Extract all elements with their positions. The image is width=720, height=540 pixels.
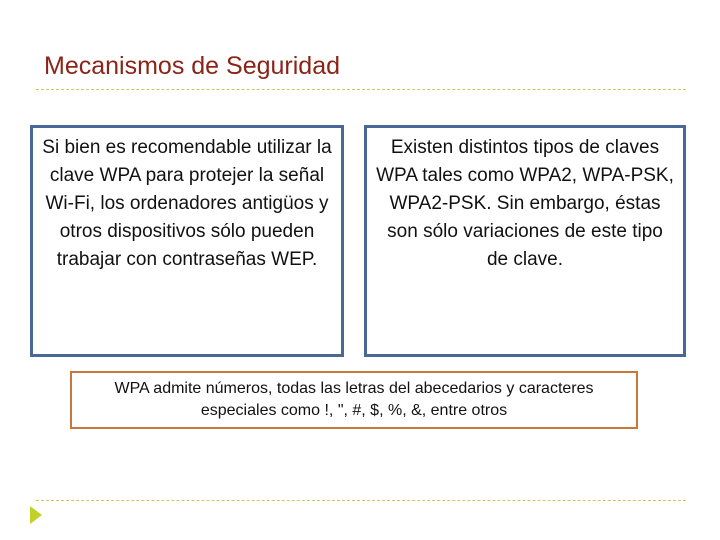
slide-title: Mecanismos de Seguridad — [44, 52, 340, 80]
title-divider — [36, 89, 686, 90]
text-box-wep-text: Si bien es recomendable utilizar la clave WPA para protejer la señal Wi-Fi, los ordenadores antigüos y otros dispositivos sólo pueden trabajar con contraseñas WEP. — [42, 137, 332, 270]
footer-divider — [36, 500, 686, 501]
text-box-wpa-types — [364, 125, 686, 357]
note-text: WPA admite números, todas las letras del abecedarios y caracteres especiales como !, ", #, $, %, &, entre otros — [114, 380, 594, 419]
note-box — [70, 371, 638, 429]
triangle-bullet-icon — [30, 506, 42, 524]
text-box-wpa-types-text: Existen distintos tipos de claves WPA tales como WPA2, WPA-PSK, WPA2-PSK. Sin embargo, éstas son sólo variaciones de este tipo de clave. — [376, 137, 674, 270]
text-box-wep — [30, 125, 344, 357]
